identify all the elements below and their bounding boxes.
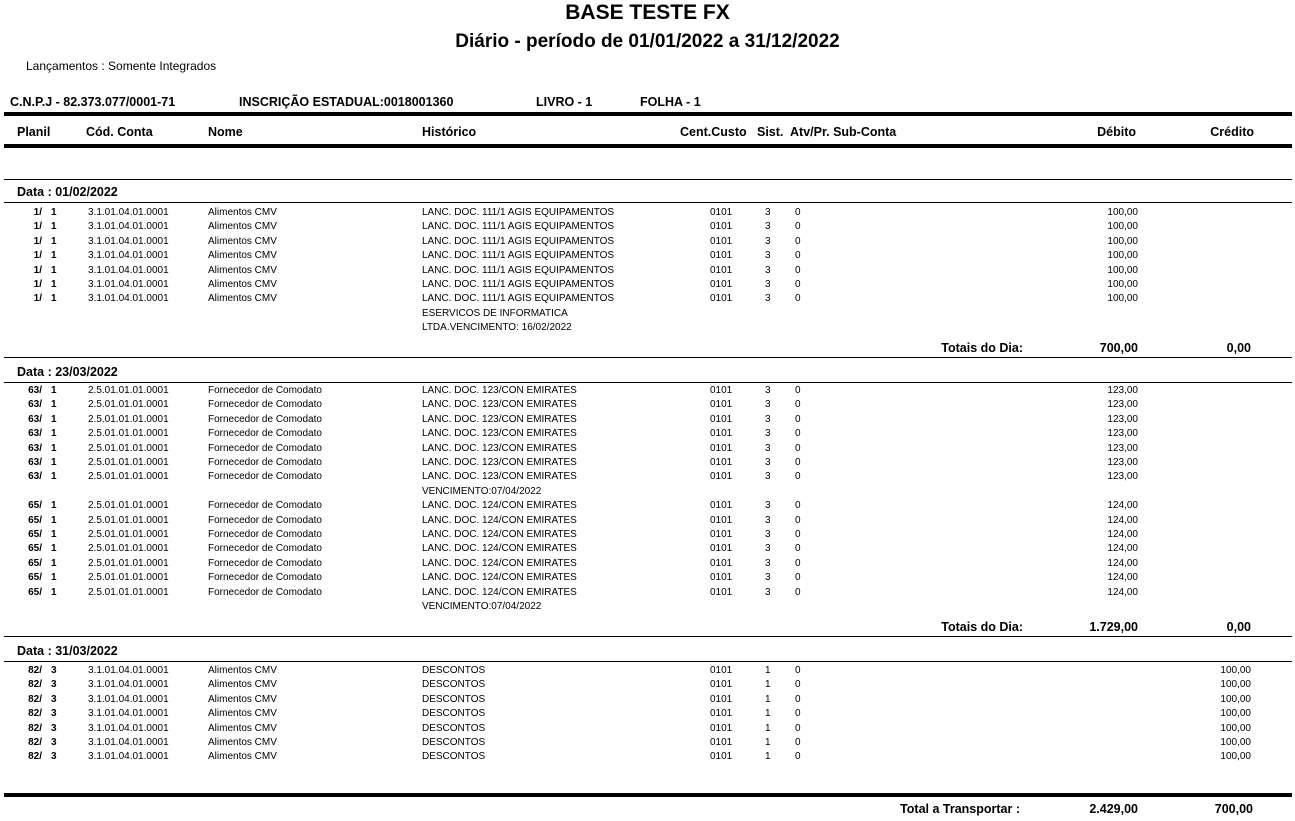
historico-continuation: VENCIMENTO:07/04/2022 xyxy=(422,601,542,612)
planil-number: 82/ xyxy=(28,708,42,720)
historico-continuation: LTDA.VENCIMENTO: 16/02/2022 xyxy=(422,322,572,334)
historico: LANC. DOC. 124/CON EMIRATES xyxy=(422,500,577,512)
section-rule xyxy=(4,636,1292,637)
cent-custo: 0101 xyxy=(710,207,733,218)
planil-number: 63/ xyxy=(28,399,42,411)
debito-value: 124,00 xyxy=(1107,557,1138,569)
planil-seq: 1 xyxy=(51,572,57,584)
atv-sub-conta: 0 xyxy=(795,693,801,705)
date-value: 23/03/2022 xyxy=(55,365,118,379)
planil-seq: 1 xyxy=(51,279,57,290)
historico: LANC. DOC. 124/CON EMIRATES xyxy=(422,543,577,555)
date-value: 31/03/2022 xyxy=(55,644,118,658)
transport-debito: 2.429,00 xyxy=(1089,802,1138,816)
sist: 1 xyxy=(765,737,771,748)
historico: LANC. DOC. 111/1 AGIS EQUIPAMENTOS xyxy=(422,235,615,247)
historico: LANC. DOC. 111/1 AGIS EQUIPAMENTOS xyxy=(422,221,615,233)
planil-seq: 1 xyxy=(51,413,57,425)
totais-do-dia-debito: 700,00 xyxy=(1099,341,1138,355)
credito-value: 100,00 xyxy=(1220,708,1251,720)
cent-custo: 0101 xyxy=(710,235,733,247)
cent-custo: 0101 xyxy=(710,586,733,598)
planil-seq: 1 xyxy=(51,207,57,218)
debito-value: 124,00 xyxy=(1107,572,1138,584)
historico-continuation: VENCIMENTO:07/04/2022 xyxy=(422,485,542,497)
cent-custo: 0101 xyxy=(710,529,733,540)
planil-seq: 3 xyxy=(51,693,57,705)
atv-sub-conta: 0 xyxy=(795,708,801,720)
cod-conta: 2.5.01.01.01.0001 xyxy=(88,442,169,454)
account-name: Fornecedor de Comodato xyxy=(208,413,322,425)
account-name: Alimentos CMV xyxy=(208,293,277,305)
planil-number: 63/ xyxy=(28,428,42,440)
planil-seq: 1 xyxy=(51,385,57,396)
historico: LANC. DOC. 123/CON EMIRATES xyxy=(422,442,577,454)
account-name: Fornecedor de Comodato xyxy=(208,572,322,584)
cod-conta: 3.1.01.04.01.0001 xyxy=(88,737,169,748)
planil-number: 65/ xyxy=(28,543,42,555)
historico: DESCONTOS xyxy=(422,751,486,763)
planil-seq: 1 xyxy=(51,586,57,598)
sist: 3 xyxy=(765,514,771,526)
sist: 3 xyxy=(765,557,771,569)
account-name: Fornecedor de Comodato xyxy=(208,442,322,454)
atv-sub-conta: 0 xyxy=(795,529,801,540)
atv-sub-conta: 0 xyxy=(795,586,801,598)
livro-label: LIVRO - 1 xyxy=(536,95,593,109)
planil-number: 1/ xyxy=(33,207,42,218)
cent-custo: 0101 xyxy=(710,457,733,468)
sist: 3 xyxy=(765,207,771,218)
cod-conta: 2.5.01.01.01.0001 xyxy=(88,413,169,425)
account-name: Alimentos CMV xyxy=(208,751,277,763)
planil-number: 63/ xyxy=(28,385,42,396)
planil-number: 1/ xyxy=(33,250,42,262)
planil-number: 63/ xyxy=(28,471,42,483)
cent-custo: 0101 xyxy=(710,514,733,526)
historico: DESCONTOS xyxy=(422,722,486,734)
atv-sub-conta: 0 xyxy=(795,385,801,396)
cod-conta: 2.5.01.01.01.0001 xyxy=(88,399,169,411)
sist: 3 xyxy=(765,293,771,305)
sist: 3 xyxy=(765,235,771,247)
planil-seq: 3 xyxy=(51,737,57,748)
planil-number: 65/ xyxy=(28,557,42,569)
atv-sub-conta: 0 xyxy=(795,500,801,512)
planil-seq: 3 xyxy=(51,708,57,720)
cod-conta: 2.5.01.01.01.0001 xyxy=(88,543,169,555)
debito-value: 100,00 xyxy=(1107,293,1138,305)
planil-number: 1/ xyxy=(33,264,42,276)
atv-sub-conta: 0 xyxy=(795,737,801,748)
account-name: Fornecedor de Comodato xyxy=(208,543,322,555)
planil-number: 63/ xyxy=(28,442,42,454)
folha-label: FOLHA - 1 xyxy=(640,95,701,109)
col-debito: Débito xyxy=(1097,125,1136,139)
planil-seq: 3 xyxy=(51,751,57,763)
cent-custo: 0101 xyxy=(710,572,733,584)
cod-conta: 3.1.01.04.01.0001 xyxy=(88,679,169,691)
planil-seq: 1 xyxy=(51,442,57,454)
debito-value: 100,00 xyxy=(1107,207,1138,218)
planil-seq: 1 xyxy=(51,264,57,276)
date-underline xyxy=(4,382,1292,383)
debito-value: 124,00 xyxy=(1107,514,1138,526)
historico: LANC. DOC. 111/1 AGIS EQUIPAMENTOS xyxy=(422,293,615,305)
section-rule xyxy=(4,179,1292,180)
account-name: Fornecedor de Comodato xyxy=(208,529,322,540)
debito-value: 100,00 xyxy=(1107,221,1138,233)
historico: LANC. DOC. 123/CON EMIRATES xyxy=(422,428,577,440)
account-name: Fornecedor de Comodato xyxy=(208,557,322,569)
planil-seq: 1 xyxy=(51,250,57,262)
historico: LANC. DOC. 124/CON EMIRATES xyxy=(422,529,577,540)
debito-value: 123,00 xyxy=(1107,457,1138,468)
debito-value: 100,00 xyxy=(1107,279,1138,290)
historico: LANC. DOC. 111/1 AGIS EQUIPAMENTOS xyxy=(422,250,615,262)
historico: DESCONTOS xyxy=(422,679,486,691)
debito-value: 123,00 xyxy=(1107,428,1138,440)
sist: 3 xyxy=(765,529,771,540)
credito-value: 100,00 xyxy=(1220,722,1251,734)
date-prefix: Data : xyxy=(17,365,56,379)
cod-conta: 3.1.01.04.01.0001 xyxy=(88,693,169,705)
cent-custo: 0101 xyxy=(710,543,733,555)
historico: LANC. DOC. 123/CON EMIRATES xyxy=(422,457,577,468)
planil-number: 1/ xyxy=(33,279,42,290)
atv-sub-conta: 0 xyxy=(795,279,801,290)
cent-custo: 0101 xyxy=(710,693,733,705)
cod-conta: 3.1.01.04.01.0001 xyxy=(88,665,169,676)
debito-value: 124,00 xyxy=(1107,500,1138,512)
account-name: Fornecedor de Comodato xyxy=(208,500,322,512)
planil-seq: 1 xyxy=(51,457,57,468)
historico: LANC. DOC. 123/CON EMIRATES xyxy=(422,471,577,483)
cod-conta: 3.1.01.04.01.0001 xyxy=(88,722,169,734)
historico: LANC. DOC. 111/1 AGIS EQUIPAMENTOS xyxy=(422,279,615,290)
cod-conta: 2.5.01.01.01.0001 xyxy=(88,514,169,526)
account-name: Alimentos CMV xyxy=(208,207,277,218)
account-name: Fornecedor de Comodato xyxy=(208,385,322,396)
debito-value: 123,00 xyxy=(1107,471,1138,483)
debito-value: 100,00 xyxy=(1107,235,1138,247)
cod-conta: 2.5.01.01.01.0001 xyxy=(88,557,169,569)
sist: 1 xyxy=(765,708,771,720)
sist: 3 xyxy=(765,428,771,440)
cent-custo: 0101 xyxy=(710,221,733,233)
planil-seq: 3 xyxy=(51,722,57,734)
account-name: Alimentos CMV xyxy=(208,708,277,720)
report-title: BASE TESTE FX xyxy=(565,1,730,24)
planil-number: 1/ xyxy=(33,293,42,305)
atv-sub-conta: 0 xyxy=(795,543,801,555)
cent-custo: 0101 xyxy=(710,428,733,440)
historico: DESCONTOS xyxy=(422,737,486,748)
cent-custo: 0101 xyxy=(710,413,733,425)
debito-value: 124,00 xyxy=(1107,586,1138,598)
historico: LANC. DOC. 111/1 AGIS EQUIPAMENTOS xyxy=(422,207,615,218)
totais-do-dia-credito: 0,00 xyxy=(1226,341,1251,355)
historico: LANC. DOC. 123/CON EMIRATES xyxy=(422,385,577,396)
sist: 3 xyxy=(765,471,771,483)
account-name: Fornecedor de Comodato xyxy=(208,514,322,526)
cent-custo: 0101 xyxy=(710,722,733,734)
footer-rule xyxy=(4,793,1292,797)
atv-sub-conta: 0 xyxy=(795,250,801,262)
sist: 3 xyxy=(765,250,771,262)
historico: DESCONTOS xyxy=(422,665,486,676)
credito-value: 100,00 xyxy=(1220,679,1251,691)
historico: LANC. DOC. 124/CON EMIRATES xyxy=(422,572,577,584)
planil-number: 63/ xyxy=(28,457,42,468)
atv-sub-conta: 0 xyxy=(795,514,801,526)
planil-number: 63/ xyxy=(28,413,42,425)
account-name: Fornecedor de Comodato xyxy=(208,586,322,598)
planil-seq: 3 xyxy=(51,665,57,676)
date-prefix: Data : xyxy=(17,185,56,199)
report-subtitle: Diário - período de 01/01/2022 a 31/12/2022 xyxy=(455,31,840,52)
atv-sub-conta: 0 xyxy=(795,207,801,218)
debito-value: 123,00 xyxy=(1107,399,1138,411)
debito-value: 124,00 xyxy=(1107,543,1138,555)
cod-conta: 2.5.01.01.01.0001 xyxy=(88,572,169,584)
cod-conta: 2.5.01.01.01.0001 xyxy=(88,385,169,396)
atv-sub-conta: 0 xyxy=(795,221,801,233)
sist: 3 xyxy=(765,399,771,411)
cod-conta: 3.1.01.04.01.0001 xyxy=(88,708,169,720)
historico: LANC. DOC. 123/CON EMIRATES xyxy=(422,413,577,425)
cod-conta: 3.1.01.04.01.0001 xyxy=(88,235,169,247)
transport-label: Total a Transportar : xyxy=(900,802,1020,816)
transport-credito: 700,00 xyxy=(1214,802,1253,816)
historico: LANC. DOC. 111/1 AGIS EQUIPAMENTOS xyxy=(422,264,615,276)
historico: LANC. DOC. 124/CON EMIRATES xyxy=(422,557,577,569)
planil-seq: 1 xyxy=(51,514,57,526)
sist: 3 xyxy=(765,457,771,468)
account-name: Fornecedor de Comodato xyxy=(208,471,322,483)
cent-custo: 0101 xyxy=(710,708,733,720)
col-cod-conta: Cód. Conta xyxy=(86,125,153,139)
credito-value: 100,00 xyxy=(1220,737,1251,748)
cod-conta: 3.1.01.04.01.0001 xyxy=(88,293,169,305)
planil-number: 65/ xyxy=(28,586,42,598)
account-name: Alimentos CMV xyxy=(208,665,277,676)
planil-seq: 1 xyxy=(51,235,57,247)
cent-custo: 0101 xyxy=(710,279,733,290)
cod-conta: 2.5.01.01.01.0001 xyxy=(88,471,169,483)
ie-label: INSCRIÇÃO ESTADUAL:0018001360 xyxy=(239,95,454,109)
sist: 3 xyxy=(765,385,771,396)
debito-value: 123,00 xyxy=(1107,442,1138,454)
cod-conta: 3.1.01.04.01.0001 xyxy=(88,250,169,262)
cod-conta: 3.1.01.04.01.0001 xyxy=(88,751,169,763)
atv-sub-conta: 0 xyxy=(795,293,801,305)
planil-seq: 1 xyxy=(51,399,57,411)
planil-number: 82/ xyxy=(28,693,42,705)
atv-sub-conta: 0 xyxy=(795,557,801,569)
account-name: Alimentos CMV xyxy=(208,279,277,290)
credito-value: 100,00 xyxy=(1220,665,1251,676)
historico: LANC. DOC. 123/CON EMIRATES xyxy=(422,399,577,411)
account-name: Alimentos CMV xyxy=(208,737,277,748)
planil-seq: 3 xyxy=(51,679,57,691)
account-name: Alimentos CMV xyxy=(208,693,277,705)
filter-label: Lançamentos : Somente Integrados xyxy=(26,59,217,73)
planil-number: 82/ xyxy=(28,679,42,691)
cent-custo: 0101 xyxy=(710,250,733,262)
sist: 3 xyxy=(765,572,771,584)
cent-custo: 0101 xyxy=(710,737,733,748)
cod-conta: 2.5.01.01.01.0001 xyxy=(88,428,169,440)
cent-custo: 0101 xyxy=(710,557,733,569)
account-name: Fornecedor de Comodato xyxy=(208,399,322,411)
cnpj-label: C.N.P.J - 82.373.077/0001-71 xyxy=(10,95,176,109)
atv-sub-conta: 0 xyxy=(795,679,801,691)
historico: LANC. DOC. 124/CON EMIRATES xyxy=(422,586,577,598)
debito-value: 100,00 xyxy=(1107,250,1138,262)
planil-number: 1/ xyxy=(33,221,42,233)
cent-custo: 0101 xyxy=(710,679,733,691)
planil-number: 82/ xyxy=(28,737,42,748)
cod-conta: 3.1.01.04.01.0001 xyxy=(88,207,169,218)
account-name: Alimentos CMV xyxy=(208,221,277,233)
cent-custo: 0101 xyxy=(710,500,733,512)
sist: 3 xyxy=(765,264,771,276)
col-cent-custo: Cent.Custo xyxy=(680,125,747,139)
day-date-label xyxy=(17,365,118,379)
cod-conta: 2.5.01.01.01.0001 xyxy=(88,500,169,512)
planil-seq: 1 xyxy=(51,293,57,305)
planil-seq: 1 xyxy=(51,529,57,540)
cod-conta: 2.5.01.01.01.0001 xyxy=(88,586,169,598)
planil-number: 65/ xyxy=(28,529,42,540)
sist: 3 xyxy=(765,500,771,512)
planil-seq: 1 xyxy=(51,543,57,555)
planil-seq: 1 xyxy=(51,500,57,512)
sist: 3 xyxy=(765,413,771,425)
atv-sub-conta: 0 xyxy=(795,457,801,468)
cod-conta: 3.1.01.04.01.0001 xyxy=(88,221,169,233)
account-name: Fornecedor de Comodato xyxy=(208,457,322,468)
planil-seq: 1 xyxy=(51,221,57,233)
planil-number: 65/ xyxy=(28,500,42,512)
sist: 3 xyxy=(765,586,771,598)
historico-continuation: ESERVICOS DE INFORMATICA xyxy=(422,307,568,319)
planil-number: 82/ xyxy=(28,665,42,676)
account-name: Alimentos CMV xyxy=(208,264,277,276)
cent-custo: 0101 xyxy=(710,293,733,305)
col-historico: Histórico xyxy=(422,125,477,139)
planil-number: 82/ xyxy=(28,751,42,763)
cod-conta: 2.5.01.01.01.0001 xyxy=(88,529,169,540)
cent-custo: 0101 xyxy=(710,442,733,454)
col-atv-sub-conta: Atv/Pr. Sub-Conta xyxy=(790,125,897,139)
planil-seq: 1 xyxy=(51,428,57,440)
cent-custo: 0101 xyxy=(710,471,733,483)
day-date-label xyxy=(17,185,118,199)
totais-do-dia-label: Totais do Dia: xyxy=(941,620,1023,634)
cent-custo: 0101 xyxy=(710,665,733,676)
atv-sub-conta: 0 xyxy=(795,399,801,411)
cod-conta: 2.5.01.01.01.0001 xyxy=(88,457,169,468)
atv-sub-conta: 0 xyxy=(795,264,801,276)
debito-value: 124,00 xyxy=(1107,529,1138,540)
atv-sub-conta: 0 xyxy=(795,413,801,425)
atv-sub-conta: 0 xyxy=(795,572,801,584)
account-name: Fornecedor de Comodato xyxy=(208,428,322,440)
cod-conta: 3.1.01.04.01.0001 xyxy=(88,279,169,290)
sist: 3 xyxy=(765,221,771,233)
sist: 1 xyxy=(765,693,771,705)
sist: 3 xyxy=(765,543,771,555)
atv-sub-conta: 0 xyxy=(795,428,801,440)
sist: 1 xyxy=(765,679,771,691)
atv-sub-conta: 0 xyxy=(795,235,801,247)
col-planil: Planil xyxy=(17,125,51,139)
historico: DESCONTOS xyxy=(422,708,486,720)
totais-do-dia-credito: 0,00 xyxy=(1226,620,1251,634)
planil-number: 82/ xyxy=(28,722,42,734)
planil-number: 65/ xyxy=(28,572,42,584)
atv-sub-conta: 0 xyxy=(795,751,801,763)
historico: LANC. DOC. 124/CON EMIRATES xyxy=(422,514,577,526)
col-credito: Crédito xyxy=(1210,125,1254,139)
debito-value: 123,00 xyxy=(1107,413,1138,425)
date-prefix: Data : xyxy=(17,644,56,658)
sist: 3 xyxy=(765,442,771,454)
sist: 1 xyxy=(765,665,771,676)
totais-do-dia-label: Totais do Dia: xyxy=(941,341,1023,355)
account-name: Alimentos CMV xyxy=(208,722,277,734)
account-name: Alimentos CMV xyxy=(208,250,277,262)
planil-number: 65/ xyxy=(28,514,42,526)
credito-value: 100,00 xyxy=(1220,693,1251,705)
cent-custo: 0101 xyxy=(710,399,733,411)
section-rule xyxy=(4,357,1292,358)
cent-custo: 0101 xyxy=(710,385,733,396)
sist: 3 xyxy=(765,279,771,290)
atv-sub-conta: 0 xyxy=(795,722,801,734)
account-name: Alimentos CMV xyxy=(208,679,277,691)
day-date-label xyxy=(17,644,118,658)
date-underline xyxy=(4,202,1292,203)
cent-custo: 0101 xyxy=(710,264,733,276)
atv-sub-conta: 0 xyxy=(795,665,801,676)
col-sist: Sist. xyxy=(757,125,784,139)
account-name: Alimentos CMV xyxy=(208,235,277,247)
col-nome: Nome xyxy=(208,125,243,139)
sist: 1 xyxy=(765,722,771,734)
cent-custo: 0101 xyxy=(710,751,733,763)
planil-number: 1/ xyxy=(33,235,42,247)
date-underline xyxy=(4,661,1292,662)
historico: DESCONTOS xyxy=(422,693,486,705)
atv-sub-conta: 0 xyxy=(795,442,801,454)
credito-value: 100,00 xyxy=(1220,751,1251,763)
planil-seq: 1 xyxy=(51,471,57,483)
cod-conta: 3.1.01.04.01.0001 xyxy=(88,264,169,276)
planil-seq: 1 xyxy=(51,557,57,569)
totais-do-dia-debito: 1.729,00 xyxy=(1089,620,1138,634)
sist: 1 xyxy=(765,751,771,763)
date-value: 01/02/2022 xyxy=(55,185,118,199)
debito-value: 123,00 xyxy=(1107,385,1138,396)
debito-value: 100,00 xyxy=(1107,264,1138,276)
atv-sub-conta: 0 xyxy=(795,471,801,483)
